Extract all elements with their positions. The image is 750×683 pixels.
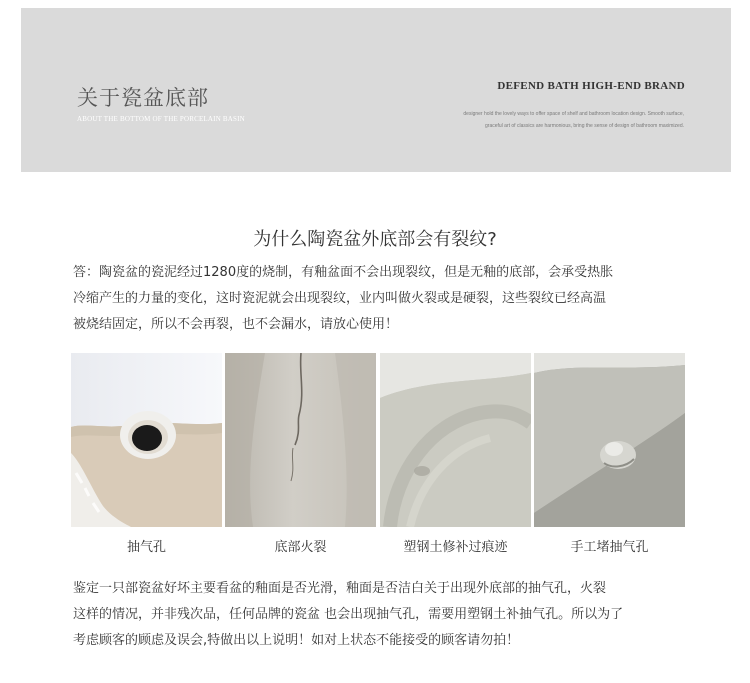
photo-caption: 抽气孔 bbox=[126, 540, 166, 555]
note-paragraph bbox=[73, 576, 685, 654]
note-line: 鉴定一只部瓷盆好坏主要看盆的釉面是否光滑，釉面是否洁白关于出现外底部的抽气孔，火裂 bbox=[73, 581, 607, 596]
note-line: 考虑顾客的顾虑及误会,特做出以上说明！如对上状态不能接受的顾客请勿拍！ bbox=[73, 633, 520, 648]
putty-repair-mark-photo bbox=[380, 353, 531, 527]
answer-line: 答：陶瓷盆的瓷泥经过1280度的烧制，有釉盆面不会出现裂纹，但是无釉的底部，会承受热胀 bbox=[73, 265, 614, 280]
answer-paragraph bbox=[73, 260, 685, 338]
brand-description-line: designer hold the lovely ways to offer space of shelf and bathroom location design. Smooth surface, bbox=[463, 111, 684, 117]
header-banner bbox=[21, 8, 731, 172]
note-line: 这样的情况，并非残次品，任何品牌的瓷盆 也会出现抽气孔，需要用塑钢土补抽气孔。所以为了 bbox=[73, 607, 624, 622]
banner-subtitle: ABOUT THE BOTTOM OF THE PORCELAIN BASIN bbox=[77, 115, 245, 123]
answer-line: 被烧结固定，所以不会再裂，也不会漏水，请放心使用！ bbox=[73, 317, 399, 332]
question-heading: 为什么陶瓷盆外底部会有裂纹? bbox=[253, 229, 497, 250]
hand-plugged-vent-hole-photo bbox=[534, 353, 685, 527]
vent-hole-photo bbox=[71, 353, 222, 527]
brand-name: DEFEND BATH HIGH-END BRAND bbox=[497, 80, 685, 92]
banner-title: 关于瓷盆底部 bbox=[77, 86, 209, 110]
photo-caption: 塑钢土修补过痕迹 bbox=[403, 540, 508, 555]
photo-caption: 手工堵抽气孔 bbox=[570, 540, 649, 555]
brand-description bbox=[394, 108, 684, 132]
answer-line: 冷缩产生的力量的变化，这时瓷泥就会出现裂纹，业内叫做火裂或是硬裂，这些裂纹已经高温 bbox=[73, 291, 607, 306]
photo-caption: 底部火裂 bbox=[274, 540, 327, 555]
brand-description-line: graceful art of classics are harmonious, bring the sense of design of bathroom maximized. bbox=[485, 123, 684, 129]
bottom-fire-crack-photo bbox=[225, 353, 376, 527]
